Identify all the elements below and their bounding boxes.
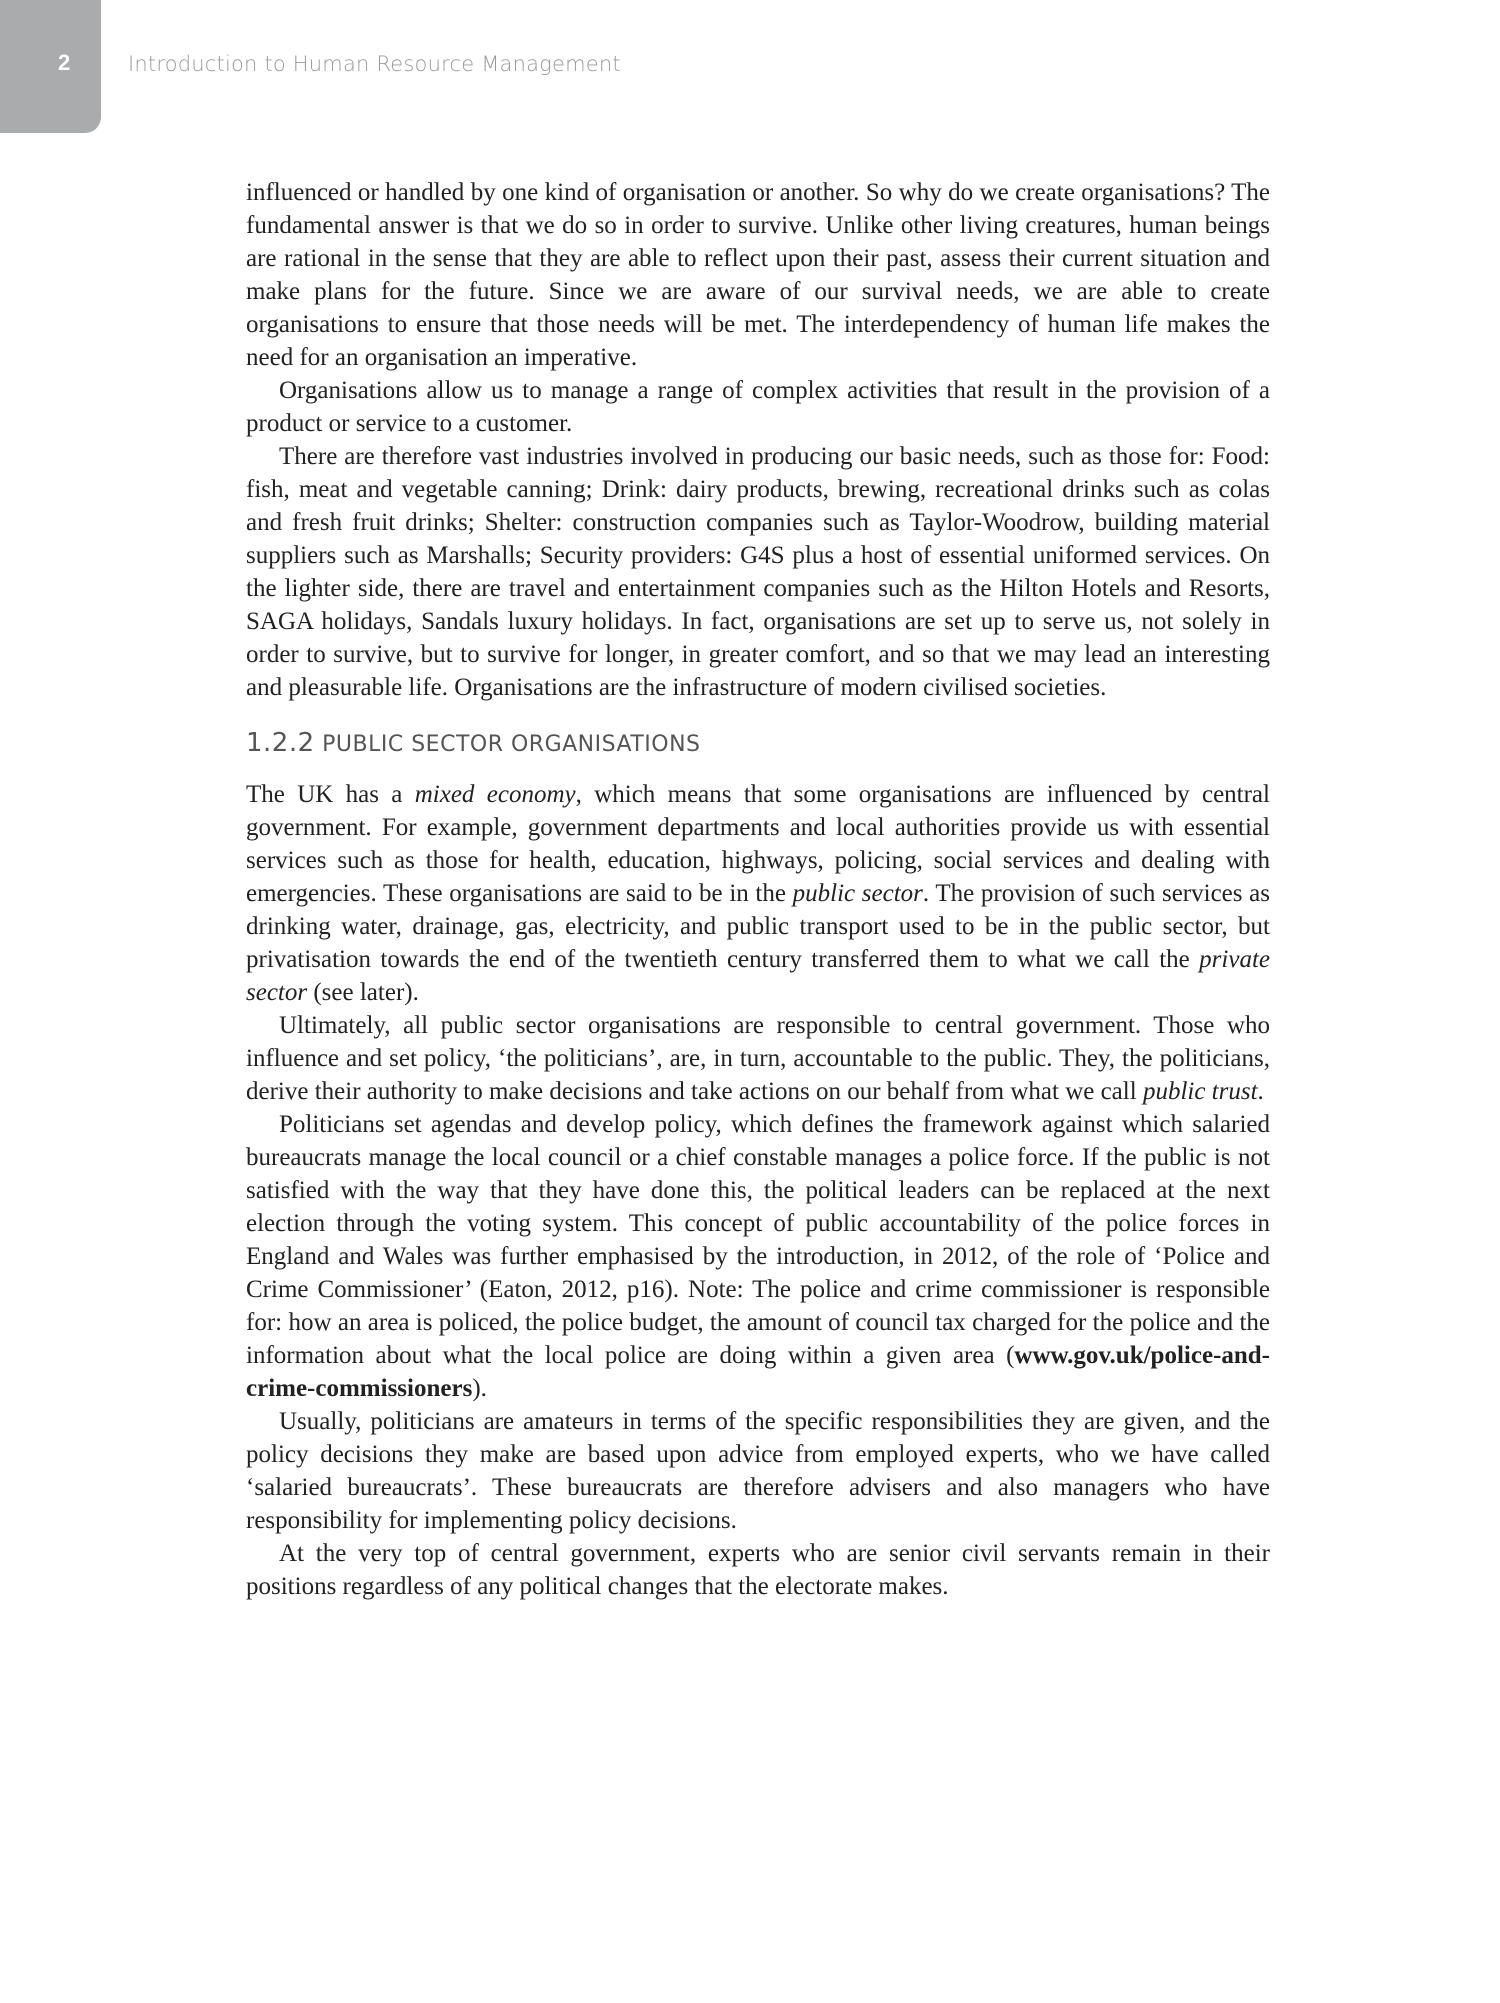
text-run: . The provision of such services as drinking water, drainage, gas, electricity, and public transport used to be in the public sector, but privatisation towards the end of the twentieth century transferred them to what we call the [246, 880, 1270, 973]
paragraph [246, 1009, 1270, 1108]
text-run: Usually, politicians are amateurs in terms of the specific responsibilities they are given, and the policy decisions they make are based upon advice from employed experts, who we have called ‘salaried bureaucrats’. These bureaucrats are therefore advisers and also managers who have responsibility for implementing policy decisions. [246, 1408, 1270, 1534]
link-text: www.gov.uk/police-and-crime-commissioners [246, 1342, 1270, 1402]
text-run: The UK has a [246, 781, 415, 808]
page-number: 2 [58, 50, 71, 75]
paragraph [246, 778, 1270, 1009]
section-intro [246, 176, 1270, 704]
section-title: PUBLIC SECTOR ORGANISATIONS [322, 732, 701, 757]
section-public-sector [246, 778, 1270, 1603]
emphasis-text: public trust [1142, 1078, 1258, 1105]
paragraph [246, 1108, 1270, 1405]
page-body [246, 176, 1270, 1603]
text-run: . [1257, 1078, 1264, 1105]
paragraph [246, 1537, 1270, 1603]
text-run: (see later). [307, 979, 419, 1006]
section-heading [246, 728, 1270, 760]
text-run: , which means that some organisations are influenced by central government. For example, government departments and local authorities provide us with essential services such as those for health, education, highways, policing, social services and dealing with emergencies. These organisations are said to be in the [246, 781, 1270, 907]
paragraph [246, 374, 1270, 440]
running-title: Introduction to Human Resource Management [128, 52, 621, 76]
text-run: influenced or handled by one kind of organisation or another. So why do we create organisations? The fundamental answer is that we do so in order to survive. Unlike other living creatures, human beings are rational in the sense that they are able to reflect upon their past, assess their current situation and make plans for the future. Since we are aware of our survival needs, we are able to create organisations to ensure that those needs will be met. The interdependency of human life makes the need for an organisation an imperative. [246, 179, 1270, 371]
page-number-tab [0, 0, 101, 133]
paragraph [246, 176, 1270, 374]
paragraph [246, 1405, 1270, 1537]
text-run: ). [472, 1375, 487, 1402]
paragraph [246, 440, 1270, 704]
emphasis-text: mixed economy [414, 781, 576, 808]
emphasis-text: public sector [792, 880, 923, 907]
section-number: 1.2.2 [246, 728, 315, 758]
text-run: Ultimately, all public sector organisations are responsible to central government. Those who influence and set policy, ‘the politicians’, are, in turn, accountable to the public. They, the politicians, derive their authority to make decisions and take actions on our behalf from what we call [246, 1012, 1270, 1105]
text-run: Politicians set agendas and develop policy, which defines the framework against which salaried bureaucrats manage the local council or a chief constable manages a police force. If the public is not satisfied with the way that they have done this, the political leaders can be replaced at the next election through the voting system. This concept of public accountability of the police forces in England and Wales was further emphasised by the introduction, in 2012, of the role of ‘Police and Crime Commissioner’ (Eaton, 2012, p16). Note: The police and crime commissioner is responsible for: how an area is policed, the police budget, the amount of council tax charged for the police and the information about what the local police are doing within a given area ( [246, 1111, 1270, 1369]
text-run: There are therefore vast industries involved in producing our basic needs, such as those for: Food: fish, meat and vegetable canning; Drink: dairy products, brewing, recreational drinks such as colas and fresh fruit drinks; Shelter: construction companies such as Taylor-Woodrow, building material suppliers such as Marshalls; Security providers: G4S plus a host of essential uniformed services. On the lighter side, there are travel and entertainment companies such as the Hilton Hotels and Resorts, SAGA holidays, Sandals luxury holidays. In fact, organisations are set up to serve us, not solely in order to survive, but to survive for longer, in greater comfort, and so that we may lead an interesting and pleasurable life. Organisations are the infrastructure of modern civilised societies. [246, 443, 1270, 701]
text-run: At the very top of central government, experts who are senior civil servants remain in their positions regardless of any political changes that the electorate makes. [246, 1540, 1270, 1600]
text-run: Organisations allow us to manage a range of complex activities that result in the provision of a product or service to a customer. [246, 377, 1270, 437]
emphasis-text: private sector [246, 946, 1270, 1006]
